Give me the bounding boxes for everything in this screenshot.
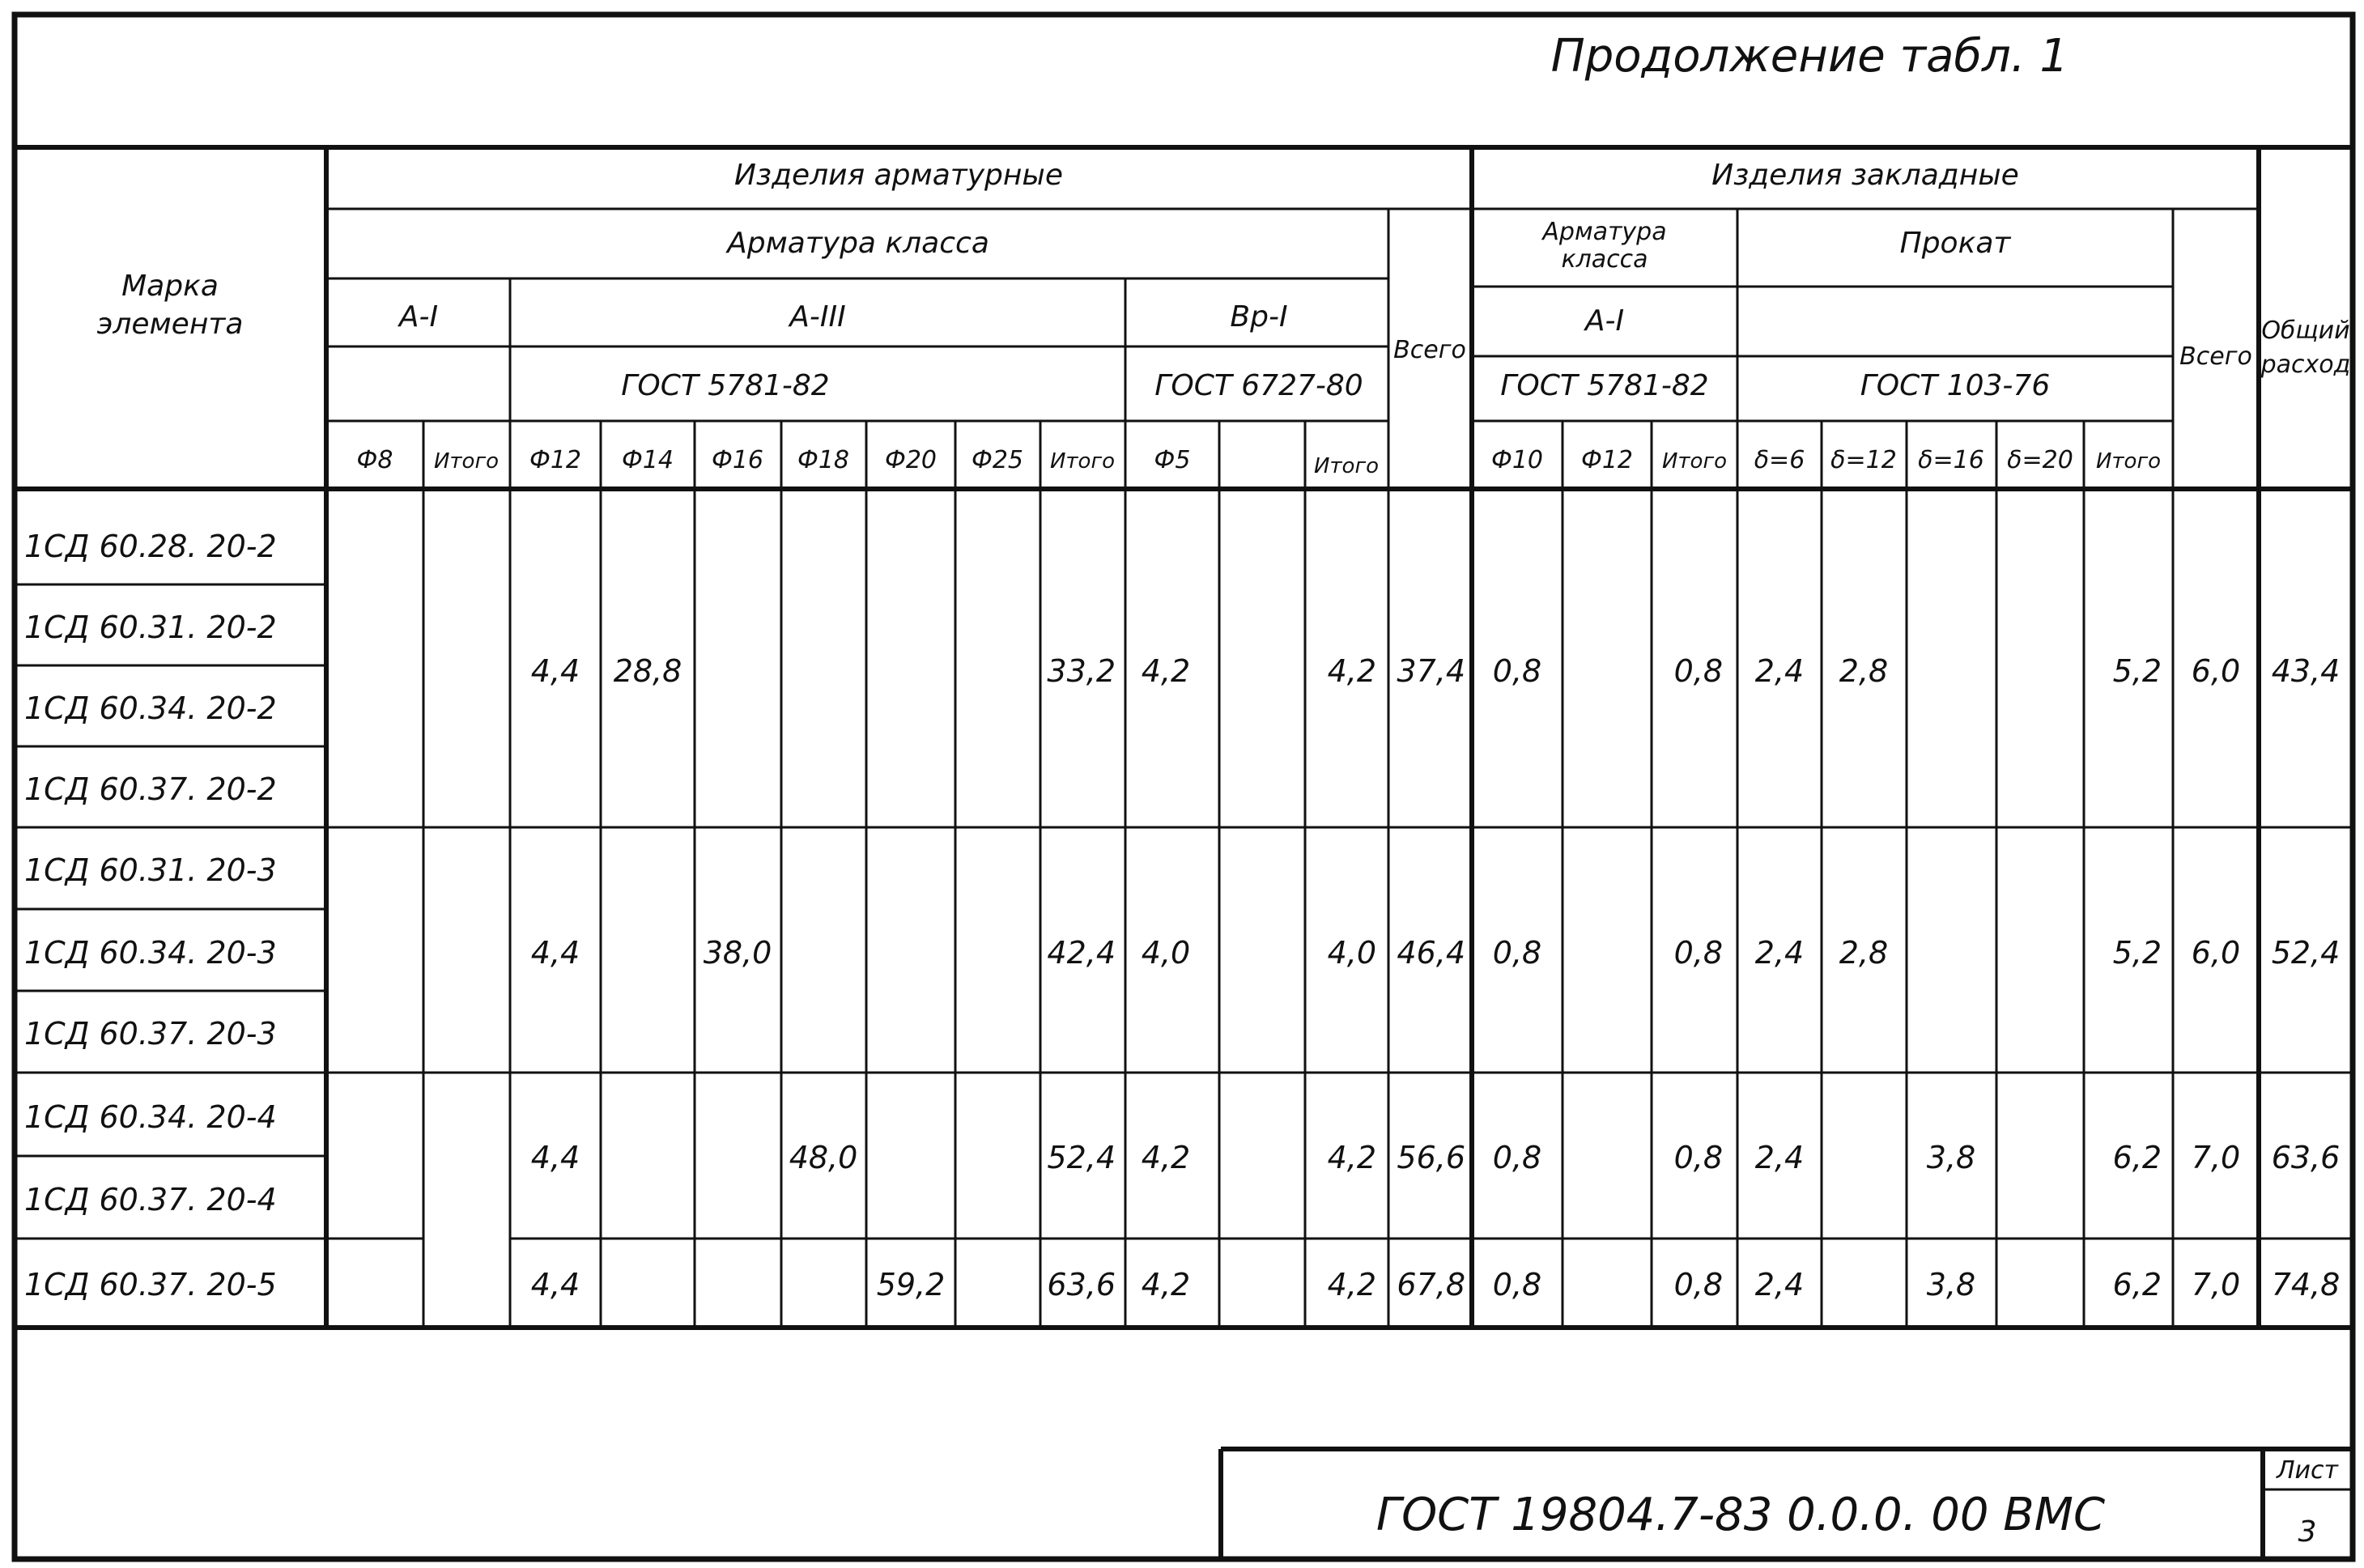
- value-cell-s6: 2,4: [1754, 1267, 1805, 1302]
- col-itogo-a1: Итого: [433, 449, 500, 474]
- value-cell-overall: 63,6: [2271, 1140, 2341, 1175]
- value-cell-d10: 0,8: [1492, 653, 1542, 689]
- value-cell-d10: 0,8: [1492, 1140, 1542, 1175]
- value-cell-itogo4: 0,8: [1673, 935, 1723, 971]
- table-grid: [15, 147, 2353, 1559]
- col-d10: Ф10: [1491, 446, 1543, 474]
- row-mark: 1СД 60.31. 20-2: [24, 610, 277, 645]
- document-number: ГОСТ 19804.7-83 0.0.0. 00 ВМС: [1375, 1489, 2106, 1541]
- value-cell-s6: 2,4: [1754, 935, 1805, 971]
- col-s12: δ=12: [1830, 446, 1897, 474]
- value-cell-s6: 2,4: [1754, 1140, 1805, 1175]
- col-d12: Ф12: [529, 446, 581, 474]
- row-mark: 1СД 60.37. 20-4: [24, 1182, 277, 1217]
- col-d16: Ф16: [712, 446, 763, 474]
- value-cell-d5: 4,2: [1141, 653, 1191, 689]
- class-a1-header: А-I: [398, 300, 439, 334]
- col-s16: δ=16: [1918, 446, 1984, 474]
- value-cell-itogo3: 4,2: [1327, 1140, 1376, 1175]
- value-cell-d10: 0,8: [1492, 1267, 1542, 1302]
- value-cell-itogo5: 5,2: [2112, 935, 2162, 971]
- value-cell-total-arm: 56,6: [1397, 1140, 1465, 1175]
- emb-class-a1-header: А-I: [1584, 304, 1625, 338]
- value-cell-total-arm: 37,4: [1397, 653, 1465, 689]
- value-cell-itogo4: 0,8: [1673, 1140, 1723, 1175]
- overall-header-line2: расход: [2260, 351, 2351, 379]
- emb-gost-5781-header: ГОСТ 5781-82: [1500, 369, 1709, 402]
- table-caption: Продолжение табл. 1: [1550, 30, 2068, 83]
- gost-6727-header: ГОСТ 6727-80: [1154, 369, 1363, 402]
- row-mark: 1СД 60.37. 20-2: [24, 771, 277, 807]
- col-d20: Ф20: [885, 446, 937, 474]
- value-cell-itogo2: 52,4: [1047, 1140, 1116, 1175]
- mark-header-line2: элемента: [96, 308, 244, 341]
- value-cell-d5: 4,0: [1141, 935, 1191, 971]
- total-embedded-header: Всего: [2179, 342, 2252, 371]
- value-cell-s12: 2,8: [1839, 935, 1889, 971]
- value-cell-itogo4: 0,8: [1673, 653, 1723, 689]
- sheet-number: 3: [2298, 1515, 2317, 1549]
- value-cell-d5: 4,2: [1141, 1267, 1191, 1302]
- value-cell-total-arm: 67,8: [1397, 1267, 1465, 1302]
- value-cell-total-emb: 7,0: [2191, 1140, 2241, 1175]
- value-cell-d12: 4,4: [530, 1140, 580, 1175]
- row-mark: 1СД 60.31. 20-3: [24, 852, 277, 888]
- gost-103-header: ГОСТ 103-76: [1860, 369, 2051, 402]
- class-a3-header: А-III: [789, 300, 846, 334]
- value-cell-s6: 2,4: [1754, 653, 1805, 689]
- col-d14: Ф14: [622, 446, 674, 474]
- value-cell-itogo2: 33,2: [1047, 653, 1116, 689]
- col-d25: Ф25: [972, 446, 1023, 474]
- value-cell-d5: 4,2: [1141, 1140, 1191, 1175]
- value-cell-itogo5: 6,2: [2112, 1267, 2162, 1302]
- value-cell-s12: 2,8: [1839, 653, 1889, 689]
- value-cell-itogo5: 6,2: [2112, 1140, 2162, 1175]
- gost-5781-header: ГОСТ 5781-82: [621, 369, 830, 402]
- armature-products-header: Изделия арматурные: [734, 159, 1063, 192]
- value-cell-d10: 0,8: [1492, 935, 1542, 971]
- col-d8: Ф8: [356, 446, 393, 474]
- value-cell-total-arm: 46,4: [1397, 935, 1465, 971]
- class-bp1-header: Вр-I: [1230, 300, 1288, 334]
- value-cell-total-emb: 6,0: [2191, 653, 2241, 689]
- col-d18: Ф18: [797, 446, 849, 474]
- value-cell-itogo3: 4,2: [1327, 653, 1376, 689]
- row-mark: 1СД 60.34. 20-4: [24, 1099, 277, 1135]
- table-header: [97, 159, 2351, 478]
- value-cell-d12: 4,4: [530, 653, 580, 689]
- value-cell-d12: 4,4: [530, 1267, 580, 1302]
- col-s6: δ=6: [1754, 446, 1805, 474]
- armature-class-header: Арматура класса: [727, 227, 989, 260]
- value-cell-d14: 28,8: [613, 653, 682, 689]
- row-marks: [24, 529, 277, 1302]
- value-cell-d12: 4,4: [530, 935, 580, 971]
- value-cell-itogo2: 63,6: [1047, 1267, 1116, 1302]
- value-cell-s16: 3,8: [1926, 1267, 1976, 1302]
- value-cell-overall: 52,4: [2271, 935, 2341, 971]
- rolled-header: Прокат: [1899, 227, 2011, 260]
- row-mark: 1СД 60.37. 20-3: [24, 1016, 277, 1052]
- value-cell-total-emb: 7,0: [2191, 1267, 2241, 1302]
- value-cell-d16: 38,0: [703, 935, 772, 971]
- total-armature-header: Всего: [1393, 336, 1466, 364]
- value-cell-overall: 74,8: [2271, 1267, 2341, 1302]
- row-mark: 1СД 60.34. 20-2: [24, 691, 277, 726]
- value-cell-itogo3: 4,0: [1327, 935, 1376, 971]
- emb-armature-class-line1: Арматура: [1542, 218, 1667, 246]
- col-d5: Ф5: [1154, 446, 1191, 474]
- mark-header-line1: Марка: [121, 270, 219, 303]
- value-cell-itogo4: 0,8: [1673, 1267, 1723, 1302]
- row-mark: 1СД 60.37. 20-5: [24, 1267, 277, 1302]
- table-values: [531, 653, 2341, 1302]
- value-cell-d20: 59,2: [876, 1267, 946, 1302]
- value-cell-total-emb: 6,0: [2191, 935, 2241, 971]
- embedded-products-header: Изделия закладные: [1711, 159, 2019, 192]
- emb-armature-class-line2: класса: [1561, 245, 1648, 274]
- value-cell-s16: 3,8: [1926, 1140, 1976, 1175]
- col-itogo-a3: Итого: [1049, 449, 1116, 474]
- col-itogo-bp1: Итого: [1313, 454, 1380, 478]
- col-itogo-rolled: Итого: [2095, 449, 2162, 474]
- value-cell-itogo2: 42,4: [1047, 935, 1116, 971]
- value-cell-overall: 43,4: [2271, 653, 2341, 689]
- value-cell-itogo3: 4,2: [1327, 1267, 1376, 1302]
- value-cell-itogo5: 5,2: [2112, 653, 2162, 689]
- sheet-label: Лист: [2276, 1456, 2339, 1485]
- col-s20: δ=20: [2007, 446, 2073, 474]
- col-emb-d12: Ф12: [1581, 446, 1633, 474]
- value-cell-d18: 48,0: [789, 1140, 858, 1175]
- row-mark: 1СД 60.28. 20-2: [24, 529, 277, 564]
- col-itogo-emb-a1: Итого: [1661, 449, 1728, 474]
- row-mark: 1СД 60.34. 20-3: [24, 935, 277, 971]
- overall-header-line1: Общий: [2261, 317, 2350, 345]
